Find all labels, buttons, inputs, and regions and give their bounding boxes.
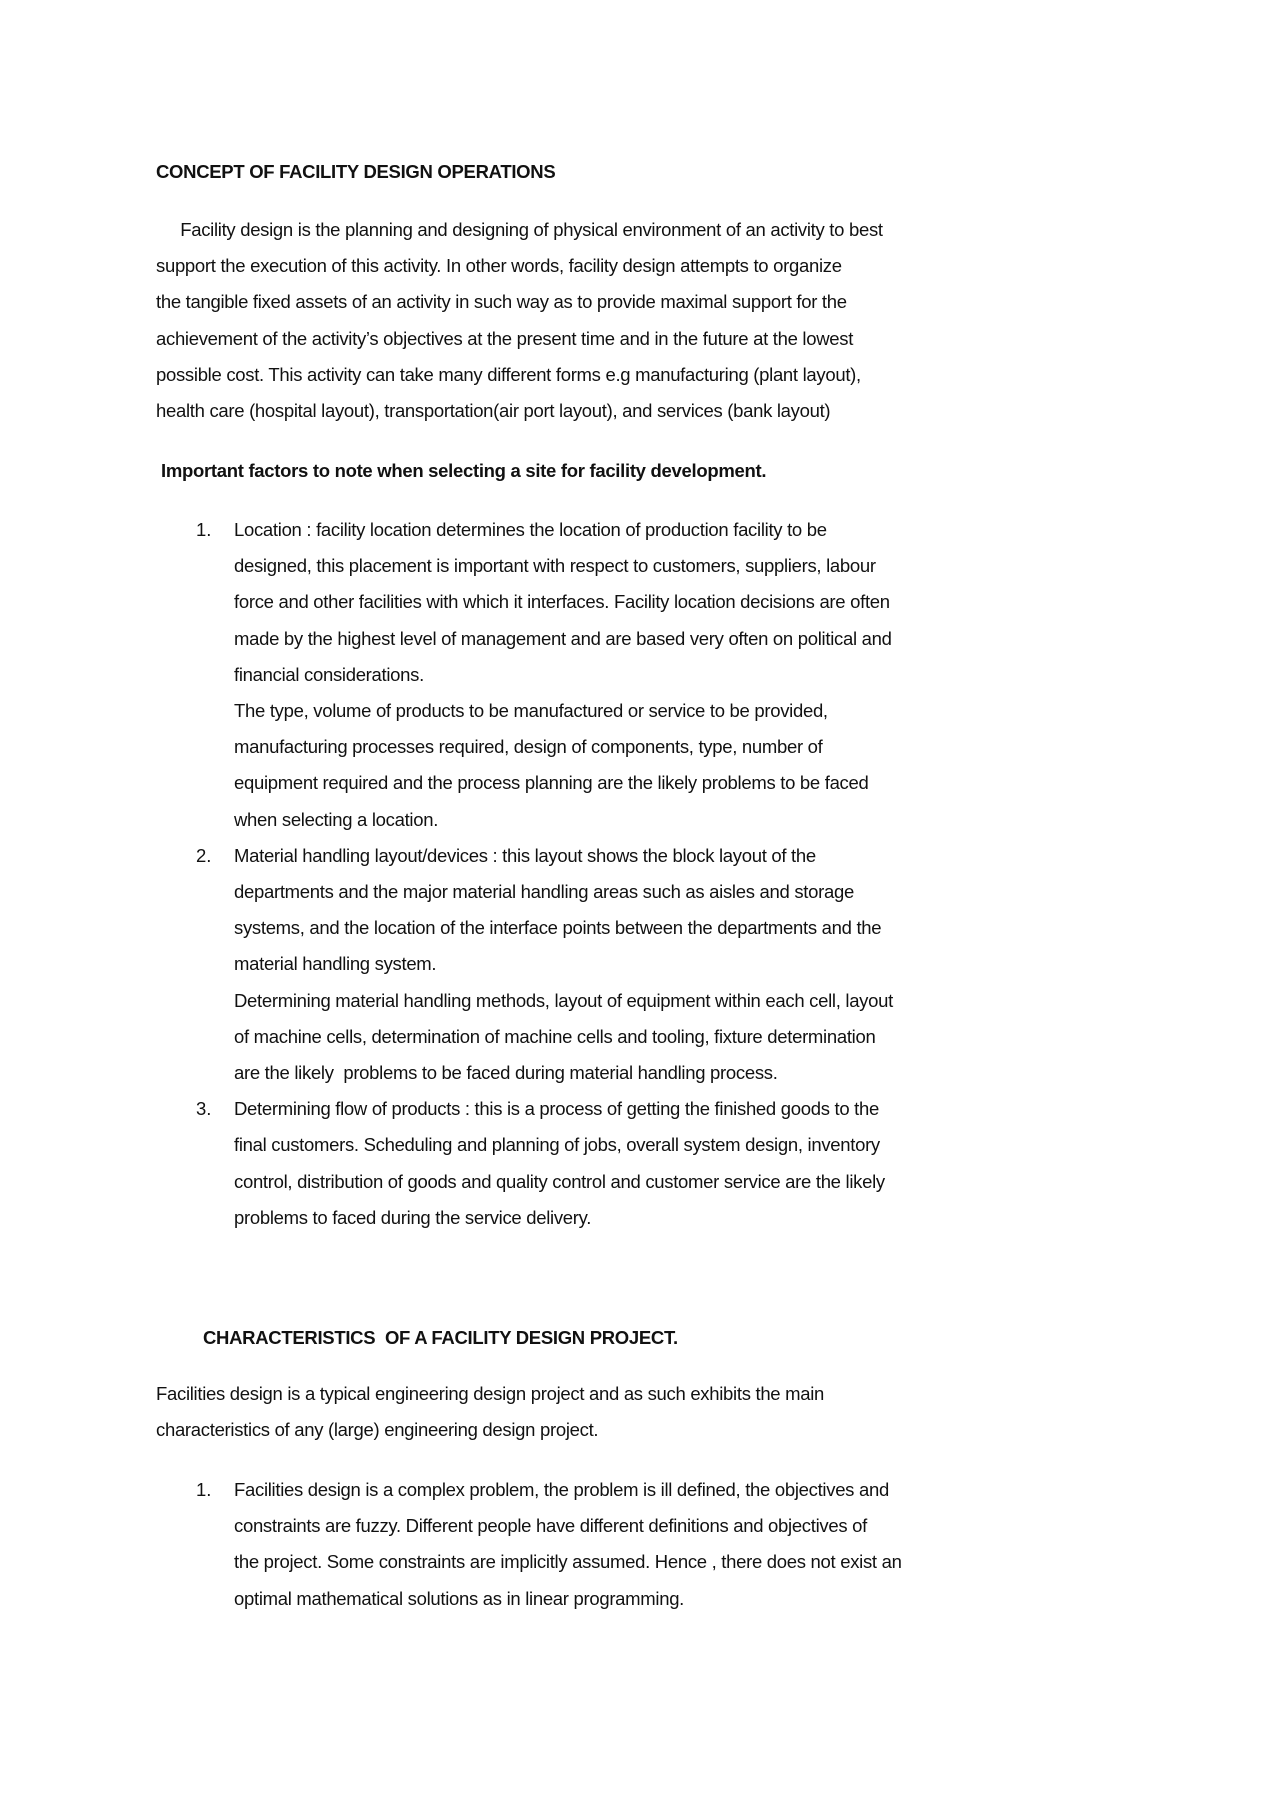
list-item-line: of machine cells, determination of machine cells and tooling, fixture determination [234, 1025, 876, 1047]
intro-paragraph [156, 212, 883, 429]
paragraph-line: Facility design is the planning and designing of physical environment of an activity to best [156, 219, 883, 240]
list-item-line: optimal mathematical solutions as in linear programming. [234, 1587, 685, 1609]
list-item-line: force and other facilities with which it interfaces. Facility location decisions are often [234, 591, 890, 613]
list-item-line: equipment required and the process planning are the likely problems to be faced [234, 772, 869, 794]
list-item-line: control, distribution of goods and quality control and customer service are the likely [234, 1170, 885, 1192]
list-item-line: when selecting a location. [234, 808, 439, 830]
section-heading-factors: Important factors to note when selecting a site for facility development. [161, 460, 767, 481]
list-item-line: constraints are fuzzy. Different people have different definitions and objectives of [234, 1515, 867, 1537]
list-item-line: Material handling layout/devices : this layout shows the block layout of the [234, 844, 816, 866]
list-item-line: are the likely problems to be faced during material handling process. [234, 1061, 778, 1083]
paragraph-line: support the execution of this activity. In other words, facility design attempts to organize [156, 255, 842, 277]
paragraph-line: possible cost. This activity can take many different forms e.g manufacturing (plant layout), [156, 363, 861, 385]
list-item [234, 838, 893, 1091]
section-heading-characteristics: CHARACTERISTICS OF A FACILITY DESIGN PROJECT. [203, 1327, 678, 1348]
list-item-line: systems, and the location of the interface points between the departments and the [234, 917, 882, 939]
paragraph-line: health care (hospital layout), transportation(air port layout), and services (bank layout) [156, 399, 831, 421]
list-item-line: Determining flow of products : this is a process of getting the finished goods to the [234, 1098, 879, 1120]
list-item-line: Facilities design is a complex problem, the problem is ill defined, the objectives and [234, 1479, 889, 1500]
paragraph-line: characteristics of any (large) engineering design project. [156, 1419, 599, 1441]
list-item-line: made by the highest level of management and are based very often on political and [234, 627, 892, 649]
list-item-line: final customers. Scheduling and planning of jobs, overall system design, inventory [234, 1134, 880, 1156]
list-item-line: manufacturing processes required, design of components, type, number of [234, 736, 823, 758]
list-item [234, 1472, 902, 1617]
paragraph-line: Facilities design is a typical engineering design project and as such exhibits the main [156, 1383, 825, 1404]
list-item-line: departments and the major material handling areas such as aisles and storage [234, 880, 854, 902]
list-item-line: The type, volume of products to be manufactured or service to be provided, [234, 699, 828, 721]
list-item-line: material handling system. [234, 953, 437, 975]
paragraph-line: the tangible fixed assets of an activity in such way as to provide maximal support for the [156, 291, 847, 313]
section-heading-concept: CONCEPT OF FACILITY DESIGN OPERATIONS [156, 161, 556, 182]
characteristics-intro [156, 1376, 824, 1448]
list-number: 3. [196, 1098, 212, 1120]
list-item-line: Determining material handling methods, layout of equipment within each cell, layout [234, 989, 893, 1011]
paragraph-line: achievement of the activity’s objectives at the present time and in the future at the lowest [156, 327, 854, 349]
list-item-line: problems to faced during the service delivery. [234, 1206, 592, 1228]
list-item [234, 512, 892, 838]
list-item-line: financial considerations. [234, 663, 424, 685]
list-number: 2. [196, 844, 212, 866]
list-item [234, 1091, 885, 1236]
list-number: 1. [196, 519, 212, 540]
list-number: 1. [196, 1479, 212, 1500]
list-item-line: designed, this placement is important with respect to customers, suppliers, labour [234, 555, 876, 577]
list-item-line: Location : facility location determines the location of production facility to be [234, 519, 827, 540]
list-item-line: the project. Some constraints are implicitly assumed. Hence , there does not exist an [234, 1551, 902, 1573]
